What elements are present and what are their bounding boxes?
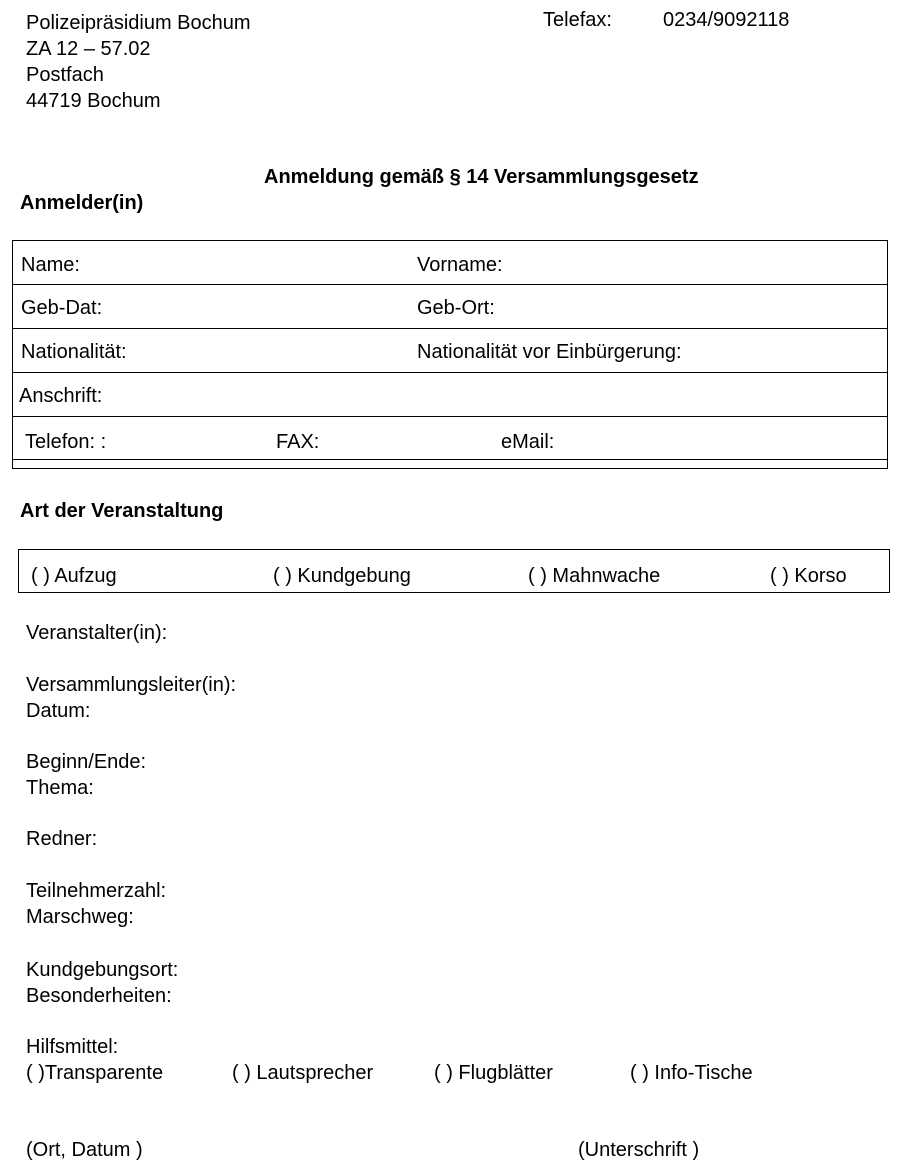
signature-label: (Unterschrift ) bbox=[578, 1139, 700, 1161]
option-kundgebung[interactable]: ( ) Kundgebung bbox=[273, 565, 411, 587]
address-line: ZA 12 – 57.02 bbox=[26, 38, 151, 60]
geb-dat-field[interactable]: Geb-Dat: bbox=[21, 297, 103, 319]
event-type-box bbox=[18, 549, 890, 593]
document-title: Anmeldung gemäß § 14 Versammlungsgesetz bbox=[264, 166, 699, 188]
anschrift-field[interactable]: Anschrift: bbox=[19, 385, 103, 407]
name-field[interactable]: Name: bbox=[21, 254, 80, 276]
table-row bbox=[13, 285, 887, 329]
hilfsmittel-label: Hilfsmittel: bbox=[26, 1036, 119, 1058]
option-transparente[interactable]: ( )Transparente bbox=[26, 1062, 164, 1084]
teilnehmerzahl-field[interactable]: Teilnehmerzahl: bbox=[26, 880, 167, 902]
fax-label: Telefax: bbox=[543, 9, 612, 31]
email-field[interactable]: eMail: bbox=[501, 431, 555, 453]
table-row bbox=[13, 329, 887, 373]
applicant-table bbox=[12, 240, 888, 469]
kundgebungsort-field[interactable]: Kundgebungsort: bbox=[26, 959, 179, 981]
vorname-field[interactable]: Vorname: bbox=[417, 254, 503, 276]
besonderheiten-field[interactable]: Besonderheiten: bbox=[26, 985, 172, 1007]
redner-field[interactable]: Redner: bbox=[26, 828, 98, 850]
table-row bbox=[13, 241, 887, 285]
option-flugblaetter[interactable]: ( ) Flugblätter bbox=[434, 1062, 553, 1084]
veranstalter-field[interactable]: Veranstalter(in): bbox=[26, 622, 168, 644]
place-date-label: (Ort, Datum ) bbox=[26, 1139, 143, 1161]
beginn-ende-field[interactable]: Beginn/Ende: bbox=[26, 751, 147, 773]
option-korso[interactable]: ( ) Korso bbox=[770, 565, 847, 587]
fax-field[interactable]: FAX: bbox=[276, 431, 320, 453]
table-row bbox=[13, 417, 887, 460]
address-line: Postfach bbox=[26, 64, 104, 86]
nationalitaet-field[interactable]: Nationalität: bbox=[21, 341, 127, 363]
event-type-heading: Art der Veranstaltung bbox=[20, 500, 224, 522]
option-mahnwache[interactable]: ( ) Mahnwache bbox=[528, 565, 661, 587]
option-lautsprecher[interactable]: ( ) Lautsprecher bbox=[232, 1062, 374, 1084]
datum-field[interactable]: Datum: bbox=[26, 700, 91, 722]
option-aufzug[interactable]: ( ) Aufzug bbox=[31, 565, 117, 587]
marschweg-field[interactable]: Marschweg: bbox=[26, 906, 134, 928]
applicant-heading: Anmelder(in) bbox=[20, 192, 144, 214]
versammlungsleiter-field[interactable]: Versammlungsleiter(in): bbox=[26, 674, 237, 696]
sender-address bbox=[26, 10, 251, 114]
geb-ort-field[interactable]: Geb-Ort: bbox=[417, 297, 495, 319]
option-info-tische[interactable]: ( ) Info-Tische bbox=[630, 1062, 753, 1084]
telefon-field[interactable]: Telefon: : bbox=[25, 431, 107, 453]
address-line: Polizeipräsidium Bochum bbox=[26, 12, 251, 34]
fax-number: 0234/9092118 bbox=[663, 9, 790, 31]
thema-field[interactable]: Thema: bbox=[26, 777, 94, 799]
address-line: 44719 Bochum bbox=[26, 90, 161, 112]
table-row bbox=[13, 373, 887, 417]
nationalitaet-vor-field[interactable]: Nationalität vor Einbürgerung: bbox=[417, 341, 682, 363]
